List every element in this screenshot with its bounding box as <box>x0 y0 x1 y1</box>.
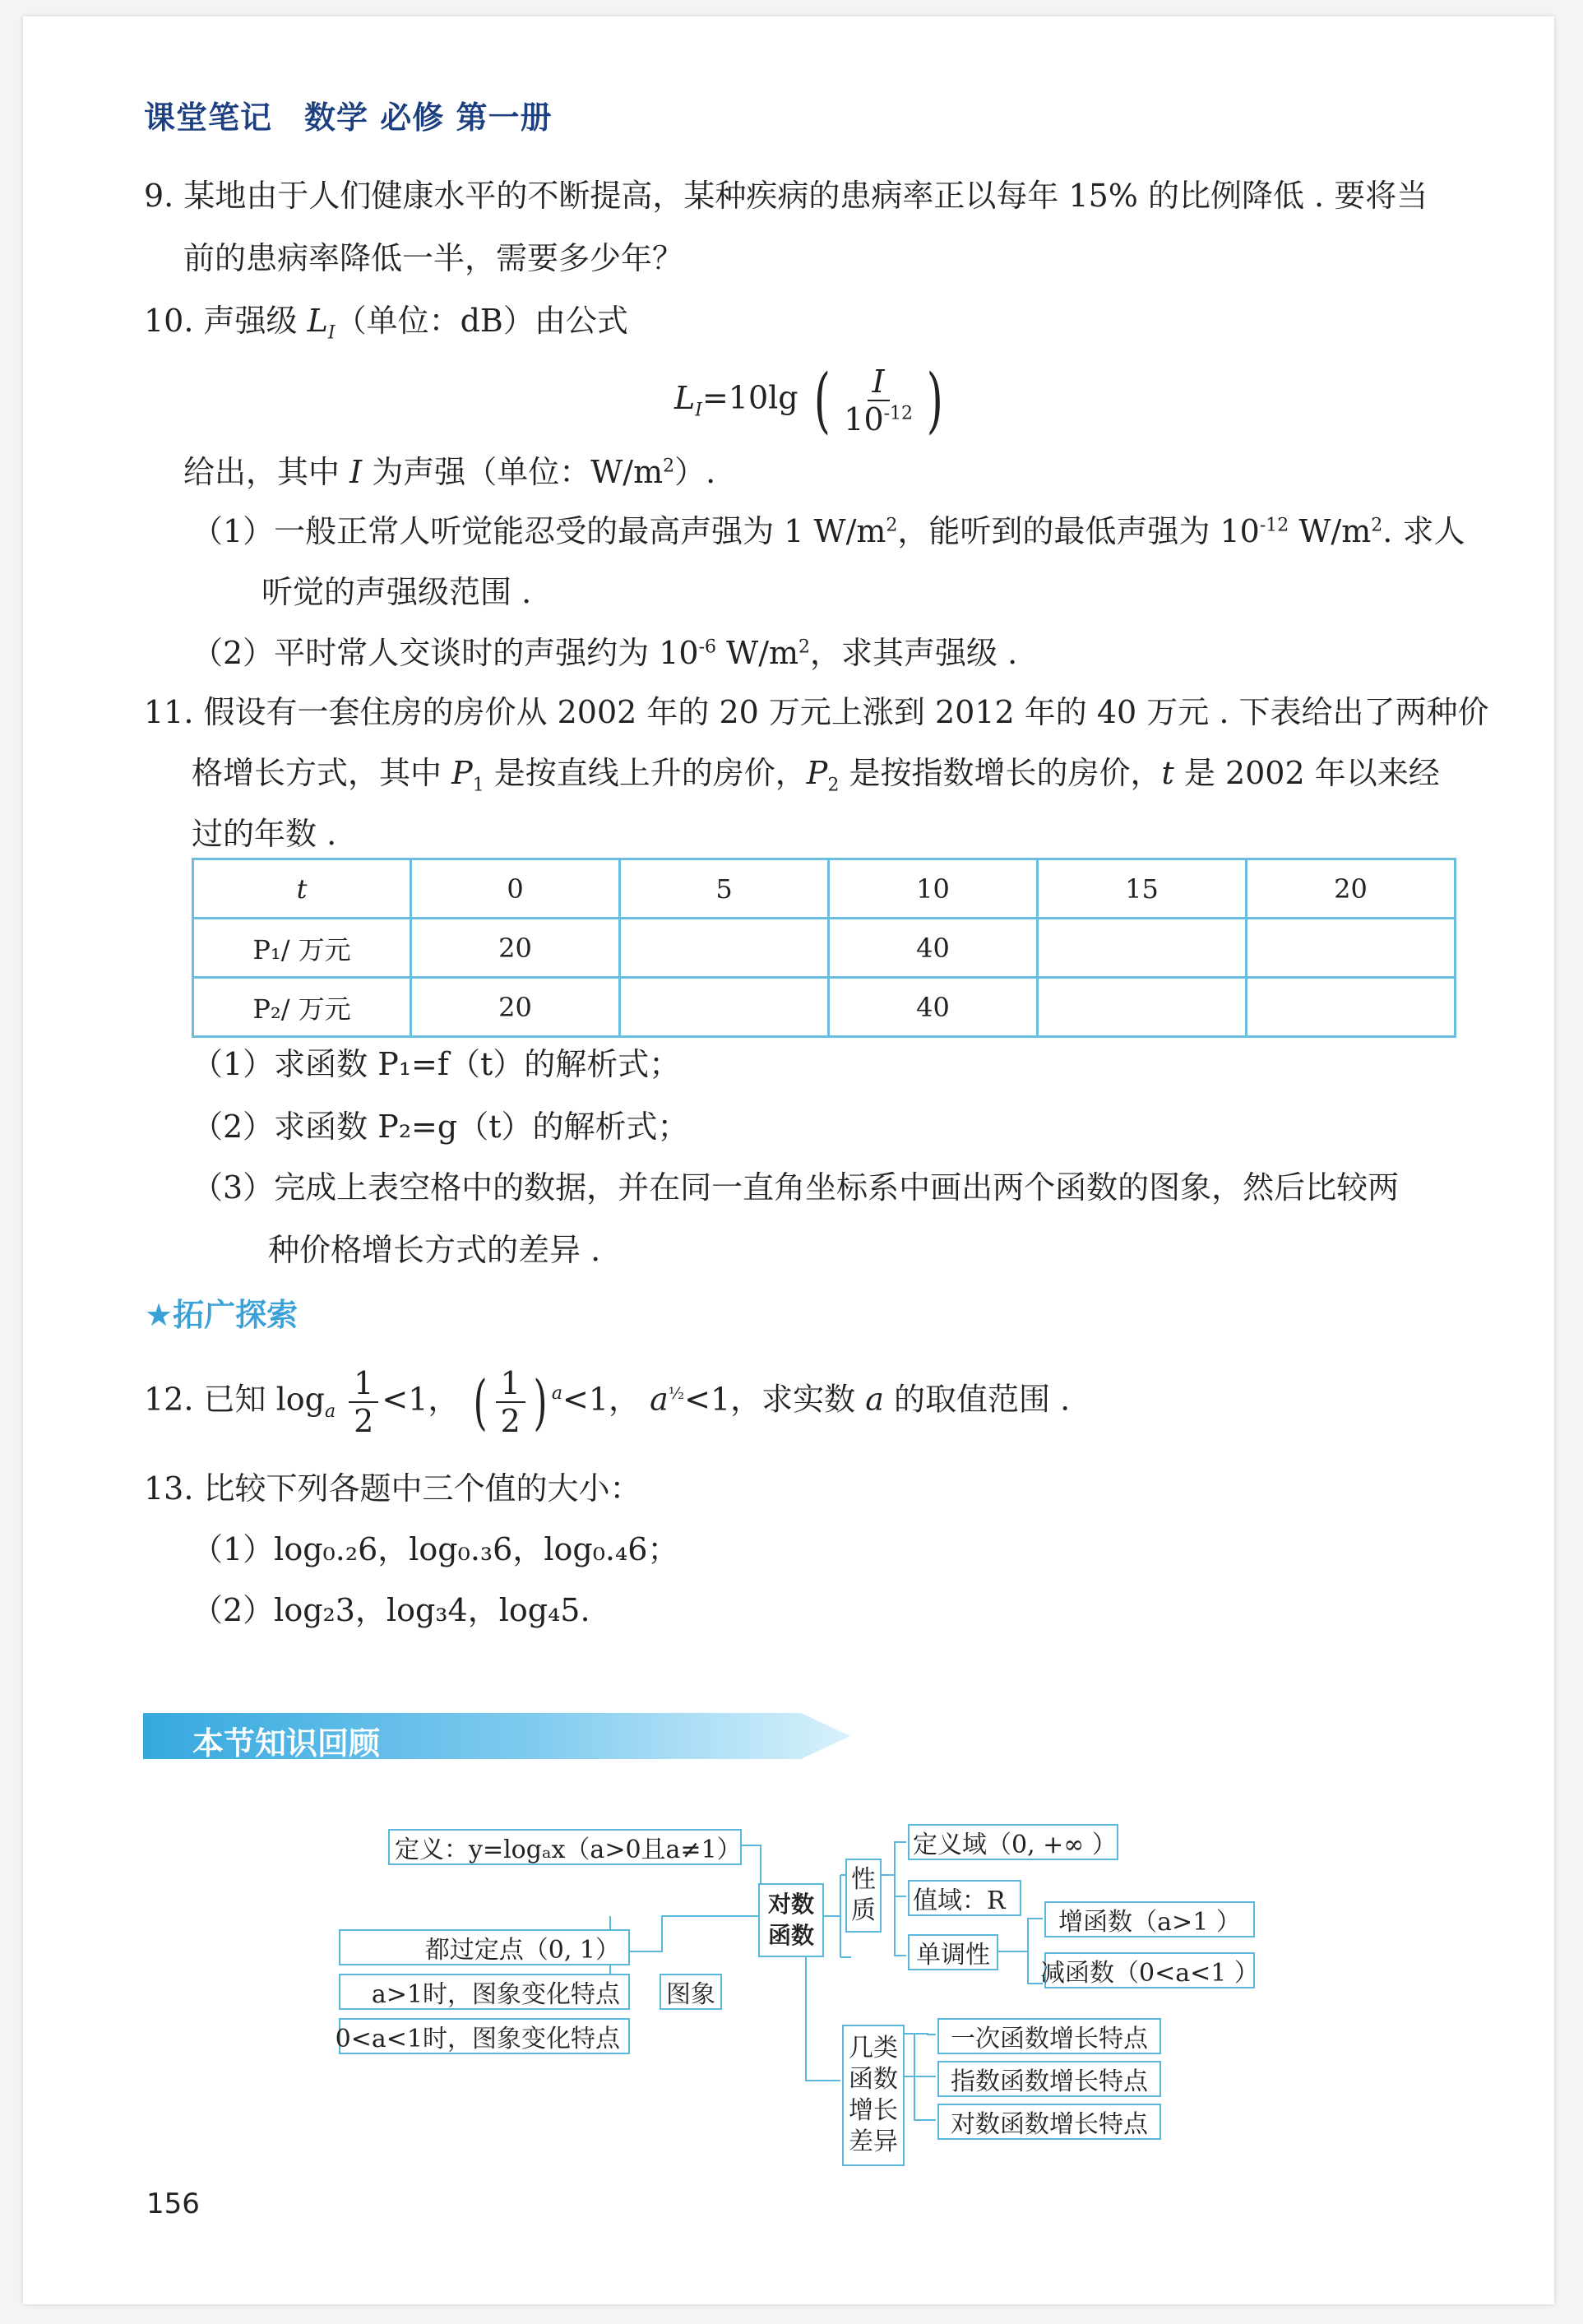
page-header: 课堂笔记 数学 必修 第一册 <box>144 100 553 136</box>
log-function-center <box>758 1883 824 1957</box>
decreasing-box: 减函数（0<a<1 ） <box>1044 1952 1255 1988</box>
table-cell: P₂/ 万元 <box>193 978 411 1037</box>
table-cell: 0 <box>411 859 620 919</box>
table-cell: 5 <box>620 859 829 919</box>
q13-title: 13. 比较下列各题中三个值的大小： <box>144 1470 641 1507</box>
property-char: 性 <box>851 1865 876 1894</box>
table-cell: 40 <box>829 978 1038 1037</box>
q11-line2: 格增长方式，其中 $P_1$ 是按直线上升的房价，$P_2$ 是按指数增长的房价，t 是 2002 年以来经 <box>192 755 1440 796</box>
increasing-box: 增函数（a>1 ） <box>1044 1901 1255 1937</box>
monotonicity-box: 单调性 <box>908 1934 998 1970</box>
center-line: 函数 <box>767 1922 814 1949</box>
center-line: 对数 <box>767 1891 814 1918</box>
q10-part2: （2）平时常人交谈时的声强约为 $10^{-6}$ $W/m^2$，求其声强级 . <box>192 635 1018 671</box>
q10-part1-line2: 听觉的声强级范围 . <box>262 574 532 610</box>
growth-line: 差异 <box>849 2127 898 2156</box>
a-gt-1-box: a>1时，图象变化特点 <box>339 1974 630 2010</box>
table-cell: 15 <box>1038 859 1247 919</box>
q11-line1: 11. 假设有一套住房的房价从 2002 年的 20 万元上涨到 2012 年的 40 万元 . 下表给出了两种价 <box>144 694 1489 730</box>
q10-part1-line1: （1）一般正常人听觉能忍受的最高声强为 1 $W/m^2$，能听到的最低声强为 $10^{-12}$ $W/m^2$. 求人 <box>192 513 1465 549</box>
q10-given: 给出，其中 I 为声强（单位：$W/m^2$）. <box>183 454 716 490</box>
q11-sub3-line1: （3）完成上表空格中的数据，并在同一直角坐标系中画出两个函数的图象，然后比较两 <box>192 1169 1400 1206</box>
table-cell: 20 <box>1247 859 1456 919</box>
q11-sub2: （2）求函数 P₂=g（t）的解析式； <box>192 1109 689 1145</box>
fixed-point-box: 都过定点（0, 1） <box>339 1929 630 1965</box>
q13-part2: （2）log₂3，log₃4，log₄5. <box>192 1592 590 1628</box>
growth-line: 增长 <box>849 2096 898 2125</box>
table-cell: 20 <box>411 978 620 1037</box>
page-number: 156 <box>146 2187 200 2220</box>
q9-line2: 前的患病率降低一半，需要多少年？ <box>183 240 684 276</box>
domain-box: 定义域（0, +∞ ） <box>908 1824 1118 1860</box>
table-cell: 40 <box>829 919 1038 978</box>
explore-title: ★拓广探索 <box>145 1297 299 1333</box>
a-lt-1-box: 0<a<1时，图象变化特点 <box>339 2018 630 2054</box>
growth-line: 几类 <box>849 2034 898 2062</box>
q13-part1: （1）log₀.₂6，log₀.₃6，log₀.₄6； <box>192 1531 679 1567</box>
growth-diff-box <box>842 2025 905 2166</box>
review-banner-title: 本节知识回顾 <box>192 1725 381 1762</box>
exponential-growth-box: 指数函数增长特点 <box>937 2061 1161 2097</box>
q10-formula: $L_I=10\lg$ ( $\frac{I}{10^{-12}}$ ) <box>674 359 943 442</box>
table-cell: 20 <box>411 919 620 978</box>
table-cell: P₁/ 万元 <box>193 919 411 978</box>
graph-box: 图象 <box>660 1974 722 2010</box>
property-char: 质 <box>851 1896 876 1925</box>
q11-sub1: （1）求函数 P₁=f（t）的解析式； <box>192 1046 681 1082</box>
q11-line3: 过的年数 . <box>192 816 337 852</box>
q12: 12. 已知 $\log_a$ $\frac{1}{2}$ <1， ( $\frac{1}{2}$ ) $^a$<1， $a^{\frac{1}{2}}<1$，求实数 a 的取值范围 . <box>144 1365 1071 1439</box>
table-cell: t <box>193 859 411 919</box>
linear-growth-box: 一次函数增长特点 <box>937 2018 1161 2054</box>
range-box: 值域：R <box>908 1880 1021 1916</box>
q11-sub3-line2: 种价格增长方式的差异 . <box>268 1232 601 1268</box>
q10-intro: 10. 声强级 $L_I$（单位：dB）由公式 <box>144 303 628 344</box>
property-box <box>845 1859 882 1933</box>
table-cell: 10 <box>829 859 1038 919</box>
definition-box: 定义：y=logₐx（a>0且a≠1） <box>388 1829 742 1865</box>
growth-line: 函数 <box>849 2065 898 2094</box>
q9-line1: 9. 某地由于人们健康水平的不断提高，某种疾病的患病率正以每年 15% 的比例降低 . 要将当 <box>144 178 1428 214</box>
logarithmic-growth-box: 对数函数增长特点 <box>937 2104 1161 2140</box>
